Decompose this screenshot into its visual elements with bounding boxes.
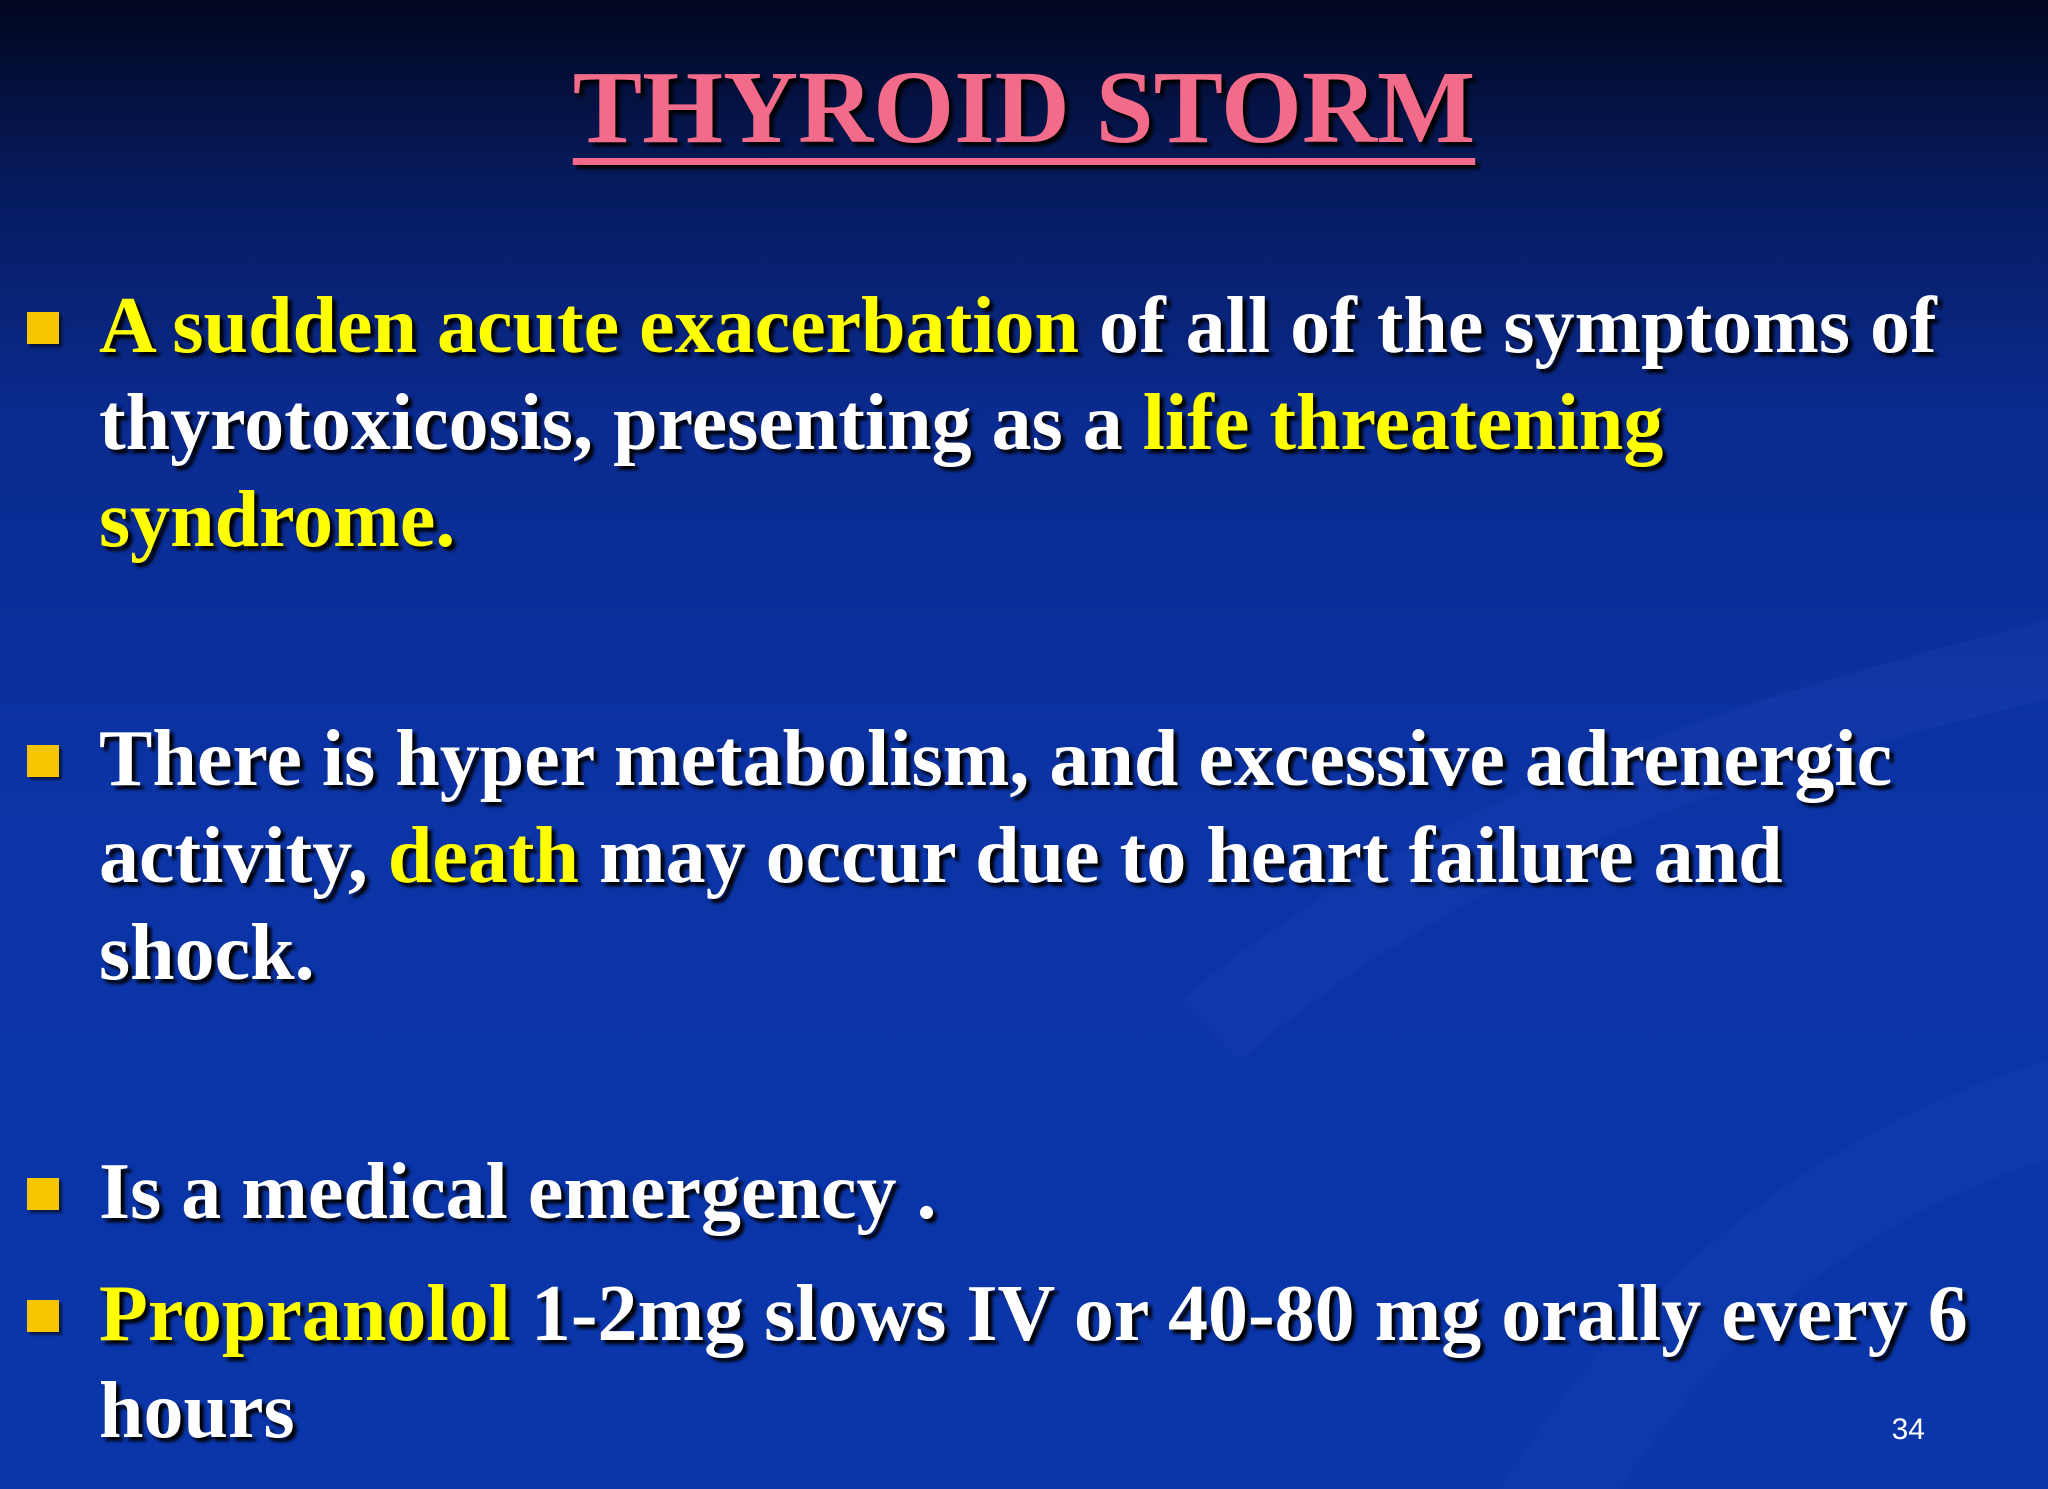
page-number: 34 [1891, 1413, 1925, 1446]
bullet-square-icon [27, 312, 59, 344]
bullet-text: A sudden acute exacerbation of all of the symptoms of thyrotoxicosis, presenting as a life threatening syndrome. [99, 282, 1937, 564]
bullet-text: Is a medical emergency . [99, 1148, 937, 1236]
bullet-text: There is hyper metabolism, and excessive adrenergic activity, death may occur due to heart failure and shock. [99, 715, 1893, 997]
slide-title: THYROID STORM [572, 50, 1476, 165]
bullet-square-icon [27, 1178, 59, 1210]
bullet-square-icon [27, 1300, 59, 1332]
bullet-square-icon [27, 745, 59, 777]
bullet-text: Propranolol 1-2mg slows IV or 40-80 mg orally every 6 hours [99, 1270, 1968, 1455]
